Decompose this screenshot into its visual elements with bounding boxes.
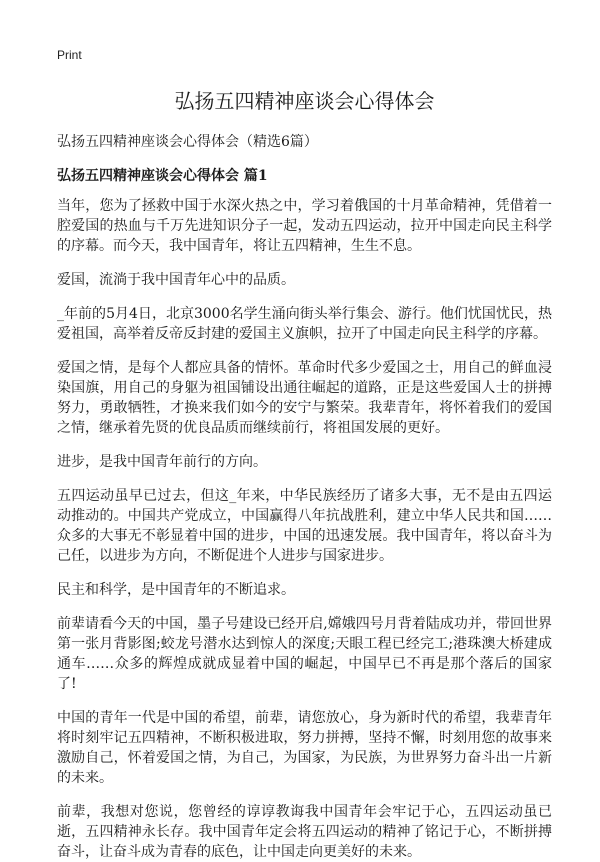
paragraph-7: 民主和科学，是中国青年的不断追求。	[57, 582, 295, 598]
paragraph-9: 中国的青年一代是中国的希望，前辈，请您放心，身为新时代的希望，我辈青年将时刻牢记五四精神，不断积极进取，努力拼搏，坚持不懈，时刻用您的故事来激励自己，怀着爱国之情，为自己，为国家，为民族，为世界努力奋斗出一片新的未来。	[57, 710, 552, 786]
paragraph-8: 前辈请看今天的中国，墨子号建设已经开启,嫦娥四号月背着陆成功并，带回世界第一张月背影图;蛟龙号潜水达到惊人的深度;天眼工程已经完工;港珠澳大桥建成通车……众多的辉煌成就成显着中国的崛起，中国早已不再是那个落后的国家了!	[57, 616, 552, 692]
paragraph-5: 进步，是我中国青年前行的方向。	[57, 454, 267, 470]
paragraph-2: 爱国，流淌于我中国青年心中的品质。	[57, 272, 295, 288]
document-subtitle: 弘扬五四精神座谈会心得体会（精选6篇）	[57, 134, 318, 150]
paragraph-3: _年前的5月4日，北京3000名学生涌向街头举行集会、游行。他们忧国忧民，热爱祖国，高举着反帝反封建的爱国主义旗帜，拉开了中国走向民主科学的序幕。	[57, 306, 552, 342]
paragraph-10: 前辈，我想对您说，您曾经的谆谆教诲我中国青年会牢记于心，五四运动虽已逝，五四精神永长存。我中国青年定会将五四运动的精神了铭记于心，不断拼搏奋斗，让奋斗成为青春的底色，让中国走向更美好的未来。	[57, 804, 552, 860]
paragraph-6: 五四运动虽早已过去，但这_年来，中华民族经历了诸多大事，无不是由五四运动推动的。中国共产党成立，中国赢得八年抗战胜利，建立中华人民共和国……众多的大事无不彰显着中国的进步，中国的迅速发展。我中国青年，将以奋斗为己任，以进步为方向，不断促进个人进步与国家进步。	[57, 488, 552, 564]
section-heading: 弘扬五四精神座谈会心得体会 篇1	[57, 168, 268, 184]
paragraph-4: 爱国之情，是每个人都应具备的情怀。革命时代多少爱国之士，用自己的鲜血浸染国旗，用自己的身躯为祖国铺设出通往崛起的道路，正是这些爱国人士的拼搏努力，勇敢牺牲，才换来我们如今的安宁与繁荣。我辈青年，将怀着我们的爱国之情，继承着先贤的优良品质而继续前行，将祖国发展的更好。	[57, 360, 552, 436]
paragraph-1: 当年，您为了拯救中国于水深火热之中，学习着俄国的十月革命精神，凭借着一腔爱国的热血与千万先进知识分子一起，发动五四运动，拉开中国走向民主科学的序幕。而今天，我中国青年，将让五四精神，生生不息。	[57, 198, 552, 254]
print-link[interactable]: Print	[57, 48, 82, 62]
page-title: 弘扬五四精神座谈会心得体会	[174, 89, 435, 113]
